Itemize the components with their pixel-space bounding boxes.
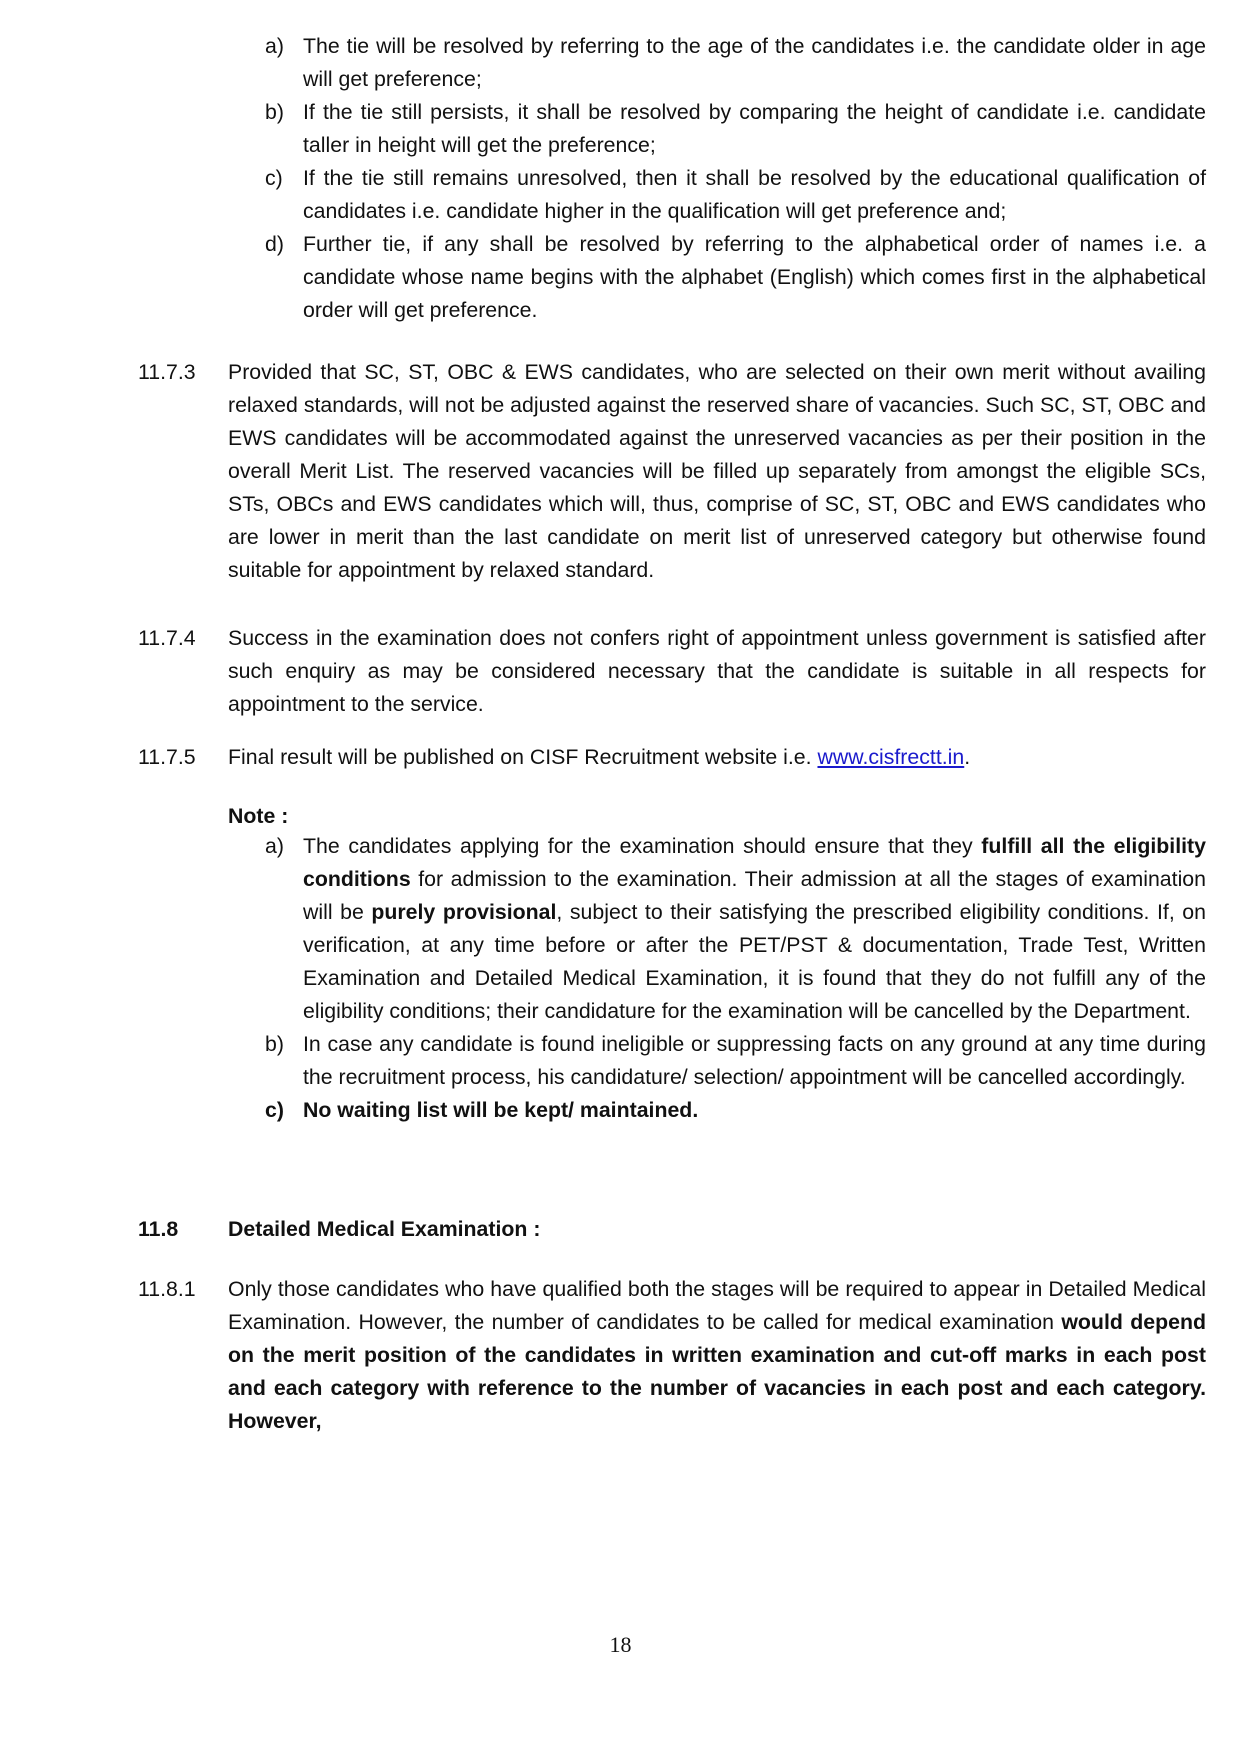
tie-rule-c [265,162,1206,228]
clause-text-before: Final result will be published on CISF Recruitment website i.e. [228,745,818,769]
clause-11-7-3 [138,356,1206,587]
clause-number: 11.7.3 [138,360,196,384]
section-title: Detailed Medical Examination : [228,1217,541,1241]
note-heading: Note : [228,804,289,828]
list-text: The tie will be resolved by referring to the age of the candidates i.e. the candidate older in age will get preference; [303,34,1206,91]
clause-text: Provided that SC, ST, OBC & EWS candidates, who are selected on their own merit without availing relaxed standards, will not be adjusted against the reserved share of vacancies. Such SC, ST, OBC and EWS candidates will be accommodated against the unreserved vacancies as per their position in the overall Merit List. The reserved vacancies will be filled up separately from amongst the eligible SCs, STs, OBCs and EWS candidates which will, thus, comprise of SC, ST, OBC and EWS candidates who are lower in merit than the last candidate on merit list of unreserved category but otherwise found suitable for appointment by relaxed standard. [228,360,1206,582]
clause-text-regular: Only those candidates who have qualified both the stages will be required to appear in Detailed Medical Examination. However, the number of candidates to be called for medical examination [228,1277,1206,1334]
cisf-website-link[interactable]: www.cisfrectt.in [817,745,965,769]
list-label: b) [265,100,284,124]
list-label: a) [265,834,284,858]
clause-text-bold: would depend on the merit position of the candidates in written examination and cut-off marks in each post and each category with reference to the number of vacancies in each post and each category. However, [228,1310,1206,1433]
list-label: a) [265,34,284,58]
tie-rule-b [265,96,1206,162]
note-a-text-3: , subject to their satisfying the prescribed eligibility conditions. If, on verification, at any time before or after the PET/PST & documentation, Trade Test, Written Examination and Detailed Medical Examination, it is found that they do not fulfill any of the eligibility conditions; their candidature for the examination will be cancelled by the Department. [303,900,1206,1023]
clause-number: 11.7.4 [138,626,196,650]
note-item-b [265,1028,1206,1094]
section-number: 11.8 [138,1217,179,1241]
note-item-a [265,830,1206,1028]
tie-rule-d [265,228,1206,327]
clause-11-7-5 [138,741,1206,774]
list-label: b) [265,1032,284,1056]
tie-rule-a [265,30,1206,96]
clause-text [228,1273,1206,1438]
note-list [265,830,1206,1127]
list-label: d) [265,232,284,256]
list-text: No waiting list will be kept/ maintained. [303,1098,699,1122]
section-11-8-heading [138,1213,1206,1246]
note-a-bold-1: fulfill all the eligibility conditions [303,834,1206,891]
clause-11-7-4 [138,622,1206,721]
clause-number: 11.8.1 [138,1277,196,1301]
tie-rules-list [265,30,1206,327]
clause-text: Success in the examination does not confers right of appointment unless government is satisfied after such enquiry as may be considered necessary that the candidate is suitable in all respects for appointment to the service. [228,626,1206,716]
list-text: In case any candidate is found ineligible or suppressing facts on any ground at any time during the recruitment process, his candidature/ selection/ appointment will be cancelled accordingly. [303,1032,1206,1089]
list-text: If the tie still remains unresolved, then it shall be resolved by the educational qualification of candidates i.e. candidate higher in the qualification will get preference and; [303,166,1206,223]
clause-text-after: . [964,745,971,769]
list-label: c) [265,1098,284,1122]
note-a-text-2: for admission to the examination. Their admission at all the stages of examination will be [303,867,1206,924]
clause-11-8-1 [138,1273,1206,1438]
list-label: c) [265,166,283,190]
list-text: Further tie, if any shall be resolved by referring to the alphabetical order of names i.e. a candidate whose name begins with the alphabet (English) which comes first in the alphabetical order will get preference. [303,232,1206,322]
clause-text [228,741,1206,774]
page-number: 18 [609,1632,632,1657]
clause-number: 11.7.5 [138,745,196,769]
list-text: If the tie still persists, it shall be resolved by comparing the height of candidate i.e. candidate taller in height will get the preference; [303,100,1206,157]
note-item-c [265,1094,1206,1127]
note-a-bold-2: purely provisional [371,900,557,924]
note-a-text-1: The candidates applying for the examination should ensure that they [303,834,982,858]
